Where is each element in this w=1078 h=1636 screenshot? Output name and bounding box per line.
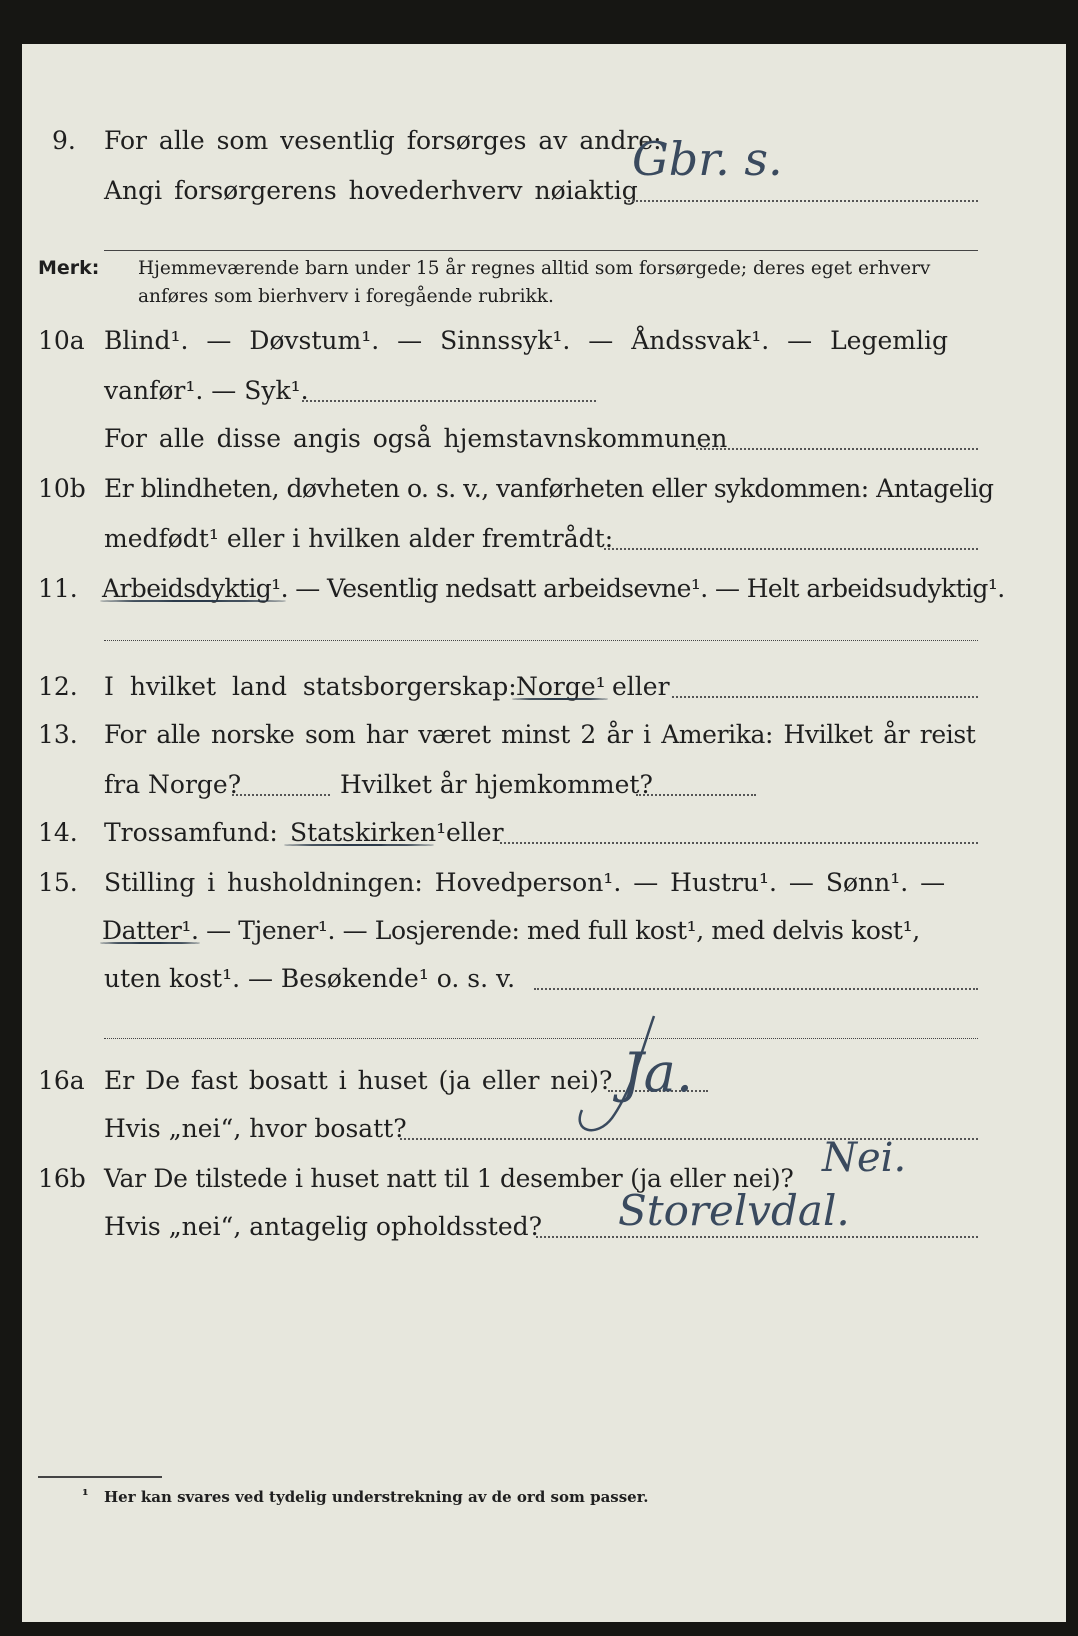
q10a-syk-line xyxy=(302,400,596,402)
footnote-mark: ¹ xyxy=(82,1486,89,1504)
q16b-line2: Hvis „nei“, antagelig opholdssted? xyxy=(104,1212,543,1241)
q15-line2 xyxy=(102,918,920,943)
q11-rest: — Vesentlig nedsatt arbeidsevne¹. — Helt arbeidsudyktig¹. xyxy=(287,574,1005,603)
q16b-line1: Var De tilstede i huset natt til 1 desember (ja eller nei)? xyxy=(104,1164,794,1193)
q14-post: eller xyxy=(446,818,504,847)
q9-line1: For alle som vesentlig forsørges av andre: xyxy=(104,126,662,155)
q16a-line1: Er De fast bosatt i huset (ja eller nei)? xyxy=(104,1066,613,1095)
q11-underline-mark xyxy=(100,600,286,602)
q15-line3: uten kost¹. — Besøkende¹ o. s. v. xyxy=(104,964,516,993)
merk-label: Merk: xyxy=(38,257,100,279)
merk-line2: anføres som bierhverv i foregående rubrikk. xyxy=(138,286,554,307)
merk-line1: Hjemmeværende barn under 15 år regnes alltid som forsørgede; deres eget erhverv xyxy=(138,258,931,279)
q9-handwritten-answer: Gbr. s. xyxy=(632,132,783,186)
q11-line xyxy=(102,576,1005,601)
q16b-opholdssted-line xyxy=(536,1236,978,1238)
q16a-handwritten-answer: Ja. xyxy=(622,1041,694,1104)
q15-answer-line xyxy=(534,988,978,990)
q13-number: 13. xyxy=(38,720,78,749)
q12-option-norge[interactable]: Norge¹ xyxy=(516,672,606,701)
q10a-hjemstavn-line xyxy=(696,448,978,450)
q16b-number: 16b xyxy=(38,1164,86,1193)
q11-number: 11. xyxy=(38,574,78,603)
q13-reist-line xyxy=(232,794,330,796)
q9-number: 9. xyxy=(52,126,76,155)
q10a-line2: vanfør¹. — Syk¹. xyxy=(104,376,309,405)
q15-number: 15. xyxy=(38,868,78,897)
q14-answer-line xyxy=(500,842,978,844)
q10b-number: 10b xyxy=(38,474,86,503)
q12-underline-mark xyxy=(512,698,608,700)
q15-line2-rest: — Tjener¹. — Losjerende: med full kost¹, med delvis kost¹, xyxy=(198,916,920,945)
footnote-text: Her kan svares ved tydelig understrekning av de ord som passer. xyxy=(104,1488,649,1506)
q9-blank-rule xyxy=(104,250,978,251)
q9-answer-line xyxy=(624,200,978,202)
q10b-alder-line xyxy=(604,548,978,550)
q10a-line1: Blind¹. — Døvstum¹. — Sinnssyk¹. — Åndssvak¹. — Legemlig xyxy=(104,326,948,355)
q11-blank-rule xyxy=(104,640,978,641)
q11-option-arbeidsdyktig[interactable]: Arbeidsdyktig¹. xyxy=(102,574,288,603)
q14-number: 14. xyxy=(38,818,78,847)
q10b-line1: Er blindheten, døvheten o. s. v., vanførheten eller sykdommen: Antagelig xyxy=(104,474,994,503)
census-form-page xyxy=(22,44,1066,1622)
q13-line2a: fra Norge? xyxy=(104,770,242,799)
q15-option-datter[interactable]: Datter¹. xyxy=(102,916,199,945)
q10a-line3: For alle disse angis også hjemstavnskommunen xyxy=(104,424,728,453)
q12-post: eller xyxy=(612,672,670,701)
q13-line1: For alle norske som har været minst 2 år i Amerika: Hvilket år reist xyxy=(104,720,976,749)
q16b-handwritten-answer-1: Nei. xyxy=(822,1135,907,1181)
q12-number: 12. xyxy=(38,672,78,701)
q15-blank-rule xyxy=(104,1038,978,1039)
q13-line2b: Hvilket år hjemkommet? xyxy=(340,770,653,799)
q12-pre: I hvilket land statsborgerskap: xyxy=(104,672,517,701)
footnote-rule xyxy=(38,1476,162,1478)
q10b-line2: medfødt¹ eller i hvilken alder fremtrådt: xyxy=(104,524,614,553)
q15-underline-mark xyxy=(100,942,200,944)
q15-line1: Stilling i husholdningen: Hovedperson¹. — Hustru¹. — Sønn¹. — xyxy=(104,868,946,897)
q16b-handwritten-answer-2: Storelvdal. xyxy=(618,1186,850,1235)
q13-hjemkommet-line xyxy=(636,794,756,796)
q14-pre: Trossamfund: xyxy=(104,818,278,847)
q16a-number: 16a xyxy=(38,1066,85,1095)
q14-underline-mark xyxy=(284,844,434,846)
q14-option-statskirken[interactable]: Statskirken¹ xyxy=(290,818,447,847)
q16a-line2: Hvis „nei“, hvor bosatt? xyxy=(104,1114,407,1143)
q16a-ja-stroke xyxy=(542,1010,722,1140)
q9-line2: Angi forsørgerens hovederhverv nøiaktig xyxy=(104,176,638,205)
q10a-number: 10a xyxy=(38,326,85,355)
q12-answer-line xyxy=(672,696,978,698)
